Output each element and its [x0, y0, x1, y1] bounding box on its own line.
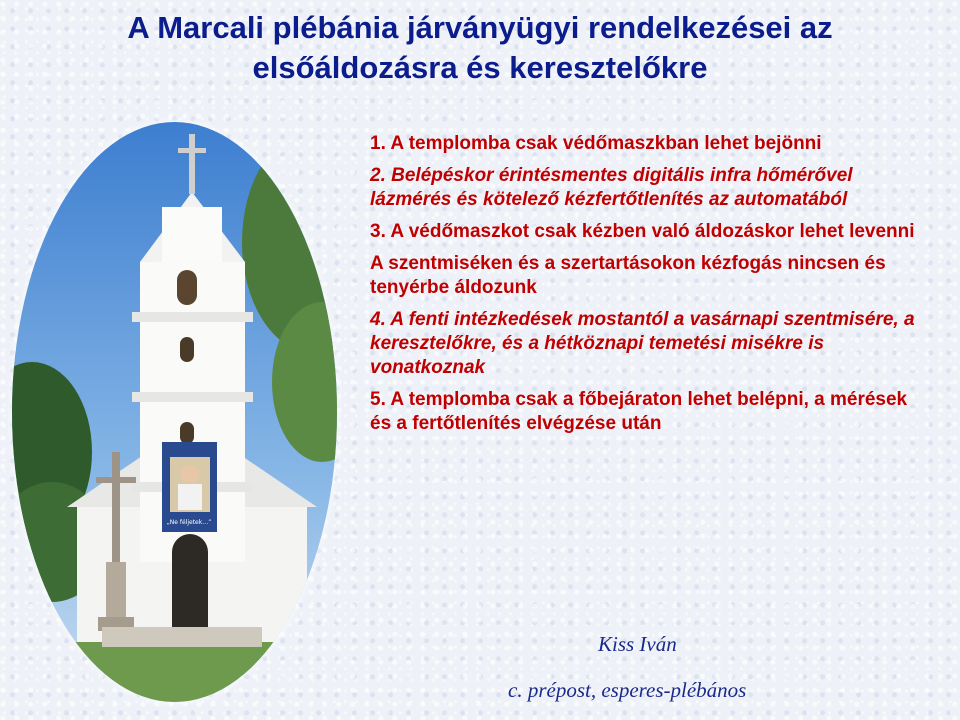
signature-role: c. prépost, esperes-plébános: [508, 678, 747, 702]
rule-item-4: 4. A fenti intézkedések mostantól a vasárnapi szentmisére, a keresztelőkre, és a hétköznapi temetési misékre is vonatkoznak: [370, 309, 915, 378]
rule-item-3: 3. A védőmaszkot csak kézben való áldozáskor lehet levenni: [370, 221, 915, 242]
church-photo: [12, 122, 337, 702]
rule-item-1: 1. A templomba csak védőmaszkban lehet bejönni: [370, 133, 822, 154]
slide-title: [0, 8, 960, 88]
title-line-2: elsőáldozásra és keresztelőkre: [252, 50, 708, 85]
rule-item-2: 2. Belépéskor érintésmentes digitális infra hőmérővel lázmérés és kötelező kézfertőtlenítés az automatából: [370, 165, 853, 210]
rule-item-5: 5. A templomba csak a főbejáraton lehet belépni, a mérések és a fertőtlenítés elvégzése után: [370, 389, 908, 434]
rules-list: [370, 132, 915, 444]
banner-text: „Ne féljetek…”: [166, 519, 212, 526]
title-line-1: A Marcali plébánia járványügyi rendelkezései az: [127, 10, 833, 45]
rule-item-handshake: A szentmiséken és a szertartásokon kézfogás nincsen és tenyérbe áldozunk: [370, 253, 886, 298]
signature-name: Kiss Iván: [598, 632, 677, 656]
